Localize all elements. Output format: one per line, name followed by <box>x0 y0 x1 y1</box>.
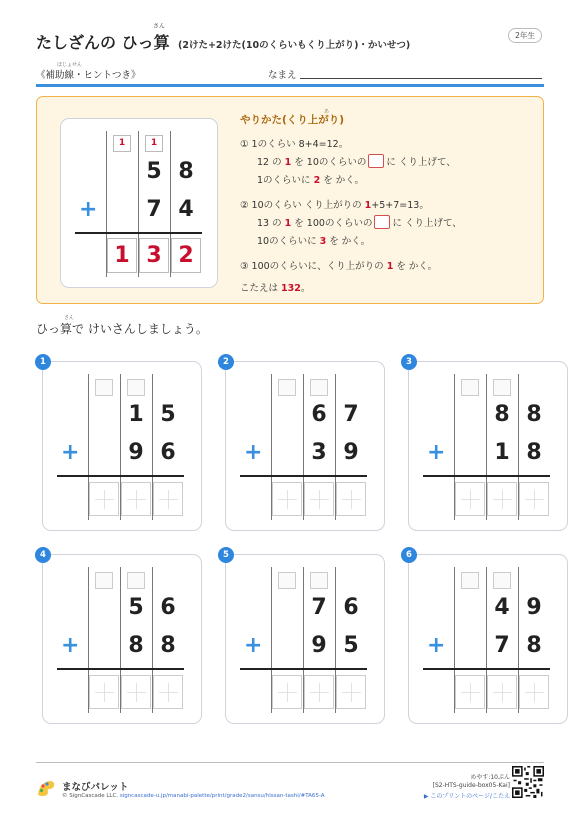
bottom-digit-tens: 9 <box>128 440 144 465</box>
plus-sign: + <box>244 633 263 658</box>
step-1-line-a: ① 1のくらい 8+4=12。 <box>240 139 349 150</box>
answer-line: こたえは 132。 <box>240 283 311 294</box>
example-carry-tens: 1 <box>113 135 131 152</box>
sheet-code: [S2-HTS-guide-box05-Kai] <box>432 782 510 789</box>
carry-box-tens[interactable] <box>278 379 296 396</box>
example-answer-tens: 3 <box>139 238 169 273</box>
top-digit-tens: 7 <box>311 595 327 620</box>
plus-sign: + <box>427 633 446 658</box>
sheet-type-ruby: ほじょせん <box>57 62 83 68</box>
header-divider <box>36 84 544 87</box>
answer-box-hundreds[interactable] <box>89 482 119 516</box>
answer-box-hundreds[interactable] <box>89 675 119 709</box>
footer-divider <box>36 762 544 763</box>
carry-box-ones[interactable] <box>310 572 328 589</box>
carry-box-icon <box>374 215 390 229</box>
problem-card <box>406 550 568 724</box>
sum-line <box>57 475 184 477</box>
answer-box-ones[interactable] <box>153 482 183 516</box>
plus-sign: + <box>244 440 263 465</box>
carry-box-tens[interactable] <box>95 572 113 589</box>
copyright: © SignCascade LLC. signcascade-u.jp/manabi-palette/print/grade2/sansu/hissan-tashi/#TA65-A <box>62 793 325 799</box>
title-ruby: さん <box>153 23 166 30</box>
sum-line <box>57 668 184 670</box>
problem-card <box>406 357 568 531</box>
answer-box-hundreds[interactable] <box>455 675 485 709</box>
answer-box-ones[interactable] <box>519 482 549 516</box>
carry-box-tens[interactable] <box>461 572 479 589</box>
site-url-link[interactable]: signcascade-u.jp/manabi-palette/print/grade2/sansu/hissan-tashi/#TA65-A <box>119 793 325 799</box>
example-top-ones: 8 <box>178 159 194 184</box>
example-carry-ones: 1 <box>145 135 163 152</box>
example-answer-hundreds: 1 <box>107 238 137 273</box>
carry-box-tens[interactable] <box>278 572 296 589</box>
answer-box-ones[interactable] <box>336 482 366 516</box>
top-digit-ones: 9 <box>526 595 542 620</box>
answer-box-ones[interactable] <box>336 675 366 709</box>
answer-box-tens[interactable] <box>121 675 151 709</box>
qr-code-icon[interactable] <box>512 766 544 798</box>
sum-line <box>240 668 367 670</box>
problem-number-badge: 1 <box>35 354 51 370</box>
palette-logo-icon <box>36 778 56 798</box>
carry-box-ones[interactable] <box>127 379 145 396</box>
answer-box-tens[interactable] <box>487 675 517 709</box>
answer-box-tens[interactable] <box>304 675 334 709</box>
grade-badge: 2年生 <box>508 28 542 43</box>
bottom-digit-ones: 6 <box>160 440 176 465</box>
problem-number-badge: 2 <box>218 354 234 370</box>
carry-box-ones[interactable] <box>493 379 511 396</box>
bottom-digit-ones: 8 <box>160 633 176 658</box>
carry-box-ones[interactable] <box>493 572 511 589</box>
top-digit-tens: 6 <box>311 402 327 427</box>
step-2-line-b: 13 の 1 を 100のくらいの に くり上げて、 <box>257 215 462 229</box>
top-digit-tens: 1 <box>128 402 144 427</box>
brand-name: まなびパレット <box>62 782 129 793</box>
top-digit-tens: 5 <box>128 595 144 620</box>
bottom-digit-ones: 5 <box>343 633 359 658</box>
carry-box-tens[interactable] <box>95 379 113 396</box>
bottom-digit-ones: 9 <box>343 440 359 465</box>
sum-line <box>423 668 550 670</box>
example-answer-ones: 2 <box>171 238 201 273</box>
problem-card <box>223 357 385 531</box>
step-2-line-c: 10のくらいに 3 を かく。 <box>257 236 371 247</box>
bottom-digit-tens: 9 <box>311 633 327 658</box>
top-digit-ones: 6 <box>160 595 176 620</box>
sheet-type-label: 《補助線・ヒントつき》 <box>36 70 141 81</box>
steps-heading: やりかた(くり上がり) <box>240 114 345 126</box>
step-3-line: ③ 100のくらいに、くり上がりの 1 を かく。 <box>240 261 438 272</box>
instruction-text: ひっ算で けいさんしましょう。 <box>36 322 208 336</box>
step-2-line-a: ② 10のくらい くり上がりの 1+5+7=13。 <box>240 200 429 211</box>
bottom-digit-tens: 8 <box>128 633 144 658</box>
page-subtitle: (2けた+2けた(10のくらいもくり上がり)・かいせつ) <box>178 40 411 51</box>
name-label: なまえ <box>268 70 297 81</box>
problem-number-badge: 5 <box>218 547 234 563</box>
example-bottom-ones: 4 <box>178 197 194 222</box>
bottom-digit-ones: 8 <box>526 633 542 658</box>
answer-box-ones[interactable] <box>153 675 183 709</box>
answer-page-link[interactable]: ▶ このプリントのページ/こたえ <box>423 793 510 800</box>
page-title: たしざんの ひっ算 さん <box>36 23 170 52</box>
plus-sign: + <box>61 440 80 465</box>
answer-box-hundreds[interactable] <box>455 482 485 516</box>
problem-card <box>223 550 385 724</box>
instruction-ruby: さん <box>64 315 75 321</box>
carry-box-ones[interactable] <box>127 572 145 589</box>
plus-sign: + <box>61 633 80 658</box>
top-digit-ones: 8 <box>526 402 542 427</box>
answer-box-tens[interactable] <box>487 482 517 516</box>
problem-number-badge: 3 <box>401 354 417 370</box>
answer-box-tens[interactable] <box>304 482 334 516</box>
plus-sign: + <box>427 440 446 465</box>
problem-card <box>40 550 202 724</box>
example-top-tens: 5 <box>146 159 162 184</box>
carry-box-icon <box>368 154 384 168</box>
problem-card <box>40 357 202 531</box>
answer-box-ones[interactable] <box>519 675 549 709</box>
carry-box-ones[interactable] <box>310 379 328 396</box>
bottom-digit-tens: 1 <box>494 440 510 465</box>
example-bottom-tens: 7 <box>146 197 162 222</box>
step-1-line-b: 12 の 1 を 10のくらいの に くり上げて、 <box>257 154 456 168</box>
top-digit-ones: 7 <box>343 402 359 427</box>
top-digit-ones: 5 <box>160 402 176 427</box>
top-digit-tens: 4 <box>494 595 510 620</box>
bottom-digit-tens: 3 <box>311 440 327 465</box>
answer-box-tens[interactable] <box>121 482 151 516</box>
example-plus-sign: + <box>79 197 98 222</box>
name-input-line[interactable] <box>300 78 542 79</box>
problem-number-badge: 4 <box>35 547 51 563</box>
ruby-agari: あ <box>324 109 330 115</box>
answer-box-hundreds[interactable] <box>272 482 302 516</box>
answer-box-hundreds[interactable] <box>272 675 302 709</box>
step-1-line-c: 1のくらいに 2 を かく。 <box>257 175 365 186</box>
time-estimate: めやす:10ぷん <box>470 774 510 781</box>
bottom-digit-tens: 7 <box>494 633 510 658</box>
carry-box-tens[interactable] <box>461 379 479 396</box>
sum-line <box>423 475 550 477</box>
problem-number-badge: 6 <box>401 547 417 563</box>
sum-line <box>75 232 202 234</box>
sum-line <box>240 475 367 477</box>
top-digit-ones: 6 <box>343 595 359 620</box>
example-card <box>60 118 218 288</box>
bottom-digit-ones: 8 <box>526 440 542 465</box>
top-digit-tens: 8 <box>494 402 510 427</box>
